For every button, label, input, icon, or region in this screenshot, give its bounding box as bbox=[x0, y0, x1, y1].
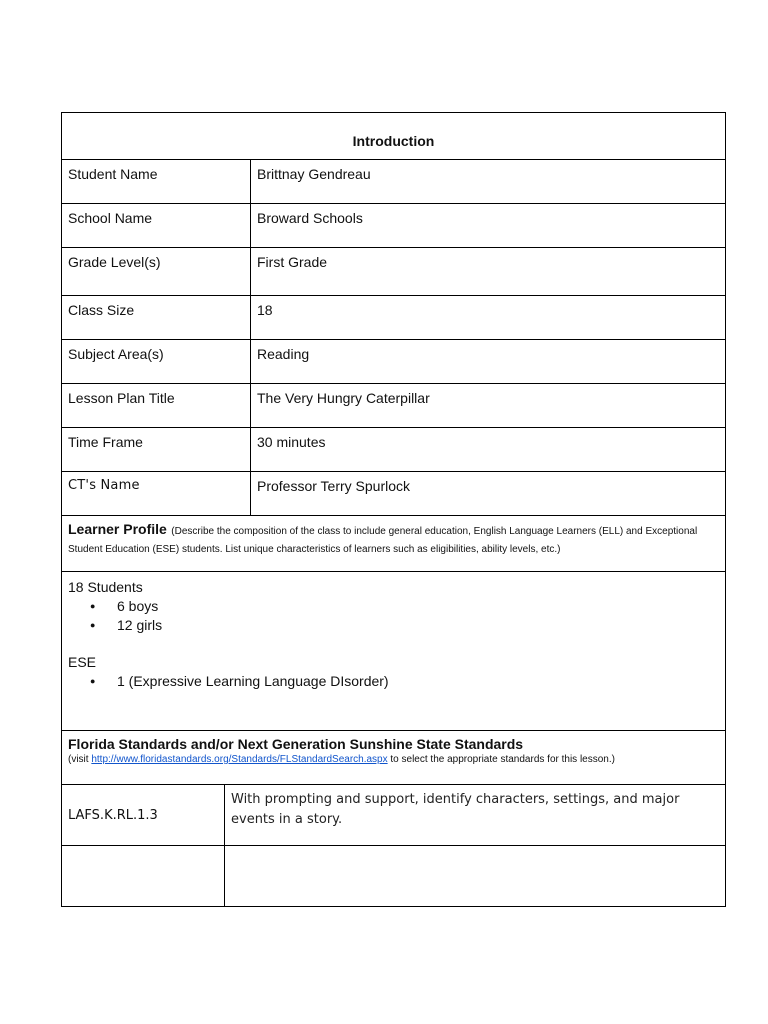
field-label: Time Frame bbox=[62, 428, 251, 471]
field-label: Subject Area(s) bbox=[62, 340, 251, 383]
field-label: Class Size bbox=[62, 296, 251, 339]
standard-code: LAFS.K.RL.1.3 bbox=[62, 785, 225, 845]
student-name-row bbox=[61, 160, 726, 204]
learner-profile-header bbox=[61, 516, 726, 572]
visit-prefix: (visit bbox=[68, 754, 92, 765]
field-value: 18 bbox=[257, 302, 273, 318]
standard-row-empty bbox=[61, 846, 726, 907]
field-label: Grade Level(s) bbox=[62, 248, 251, 295]
standards-instructions bbox=[68, 752, 719, 767]
standard-row bbox=[61, 785, 726, 846]
list-item: ● 12 girls bbox=[117, 616, 719, 635]
field-value: Reading bbox=[257, 346, 310, 362]
field-value: Professor Terry Spurlock bbox=[257, 478, 411, 494]
field-value: 30 minutes bbox=[257, 434, 326, 450]
field-label: Lesson Plan Title bbox=[62, 384, 251, 427]
lesson-plan-table bbox=[61, 112, 726, 907]
ese-heading: ESE bbox=[68, 654, 97, 670]
students-list bbox=[68, 597, 719, 635]
field-label: Student Name bbox=[62, 160, 251, 203]
introduction-title: Introduction bbox=[352, 133, 435, 149]
class-size-row bbox=[61, 296, 726, 340]
list-item: ● 6 boys bbox=[117, 597, 719, 616]
standard-text bbox=[225, 846, 725, 906]
learner-profile-title: Learner Profile bbox=[68, 521, 167, 537]
field-value: Broward Schools bbox=[257, 210, 363, 226]
visit-suffix: to select the appropriate standards for this lesson.) bbox=[387, 754, 615, 765]
standards-header bbox=[61, 731, 726, 785]
standard-code bbox=[62, 846, 225, 906]
ese-list bbox=[68, 672, 719, 691]
learner-profile-description: (Describe the composition of the class to include general education, English Language Learners (ELL) and Exceptional Student Education (ESE) students. List unique characteristics of learners such as eligibilities, ability levels, etc.) bbox=[68, 526, 698, 555]
list-item: ● 1 (Expressive Learning Language DIsorder) bbox=[117, 672, 719, 691]
time-frame-row bbox=[61, 428, 726, 472]
field-label: School Name bbox=[62, 204, 251, 247]
subject-area-row bbox=[61, 340, 726, 384]
learner-profile-body bbox=[61, 572, 726, 731]
school-name-row bbox=[61, 204, 726, 248]
standard-text: With prompting and support, identify characters, settings, and major events in a story. bbox=[231, 792, 680, 827]
ct-name-row bbox=[61, 472, 726, 516]
field-label: CT's Name bbox=[62, 472, 251, 515]
field-value: First Grade bbox=[257, 254, 328, 270]
lesson-plan-title-row bbox=[61, 384, 726, 428]
field-value: The Very Hungry Caterpillar bbox=[257, 390, 430, 406]
standards-link[interactable]: http://www.floridastandards.org/Standards/FLStandardSearch.aspx bbox=[91, 754, 388, 765]
standards-title: Florida Standards and/or Next Generation Sunshine State Standards bbox=[68, 736, 524, 752]
field-value: Brittnay Gendreau bbox=[257, 166, 371, 182]
students-heading: 18 Students bbox=[68, 579, 143, 595]
introduction-header bbox=[61, 112, 726, 160]
grade-level-row bbox=[61, 248, 726, 296]
